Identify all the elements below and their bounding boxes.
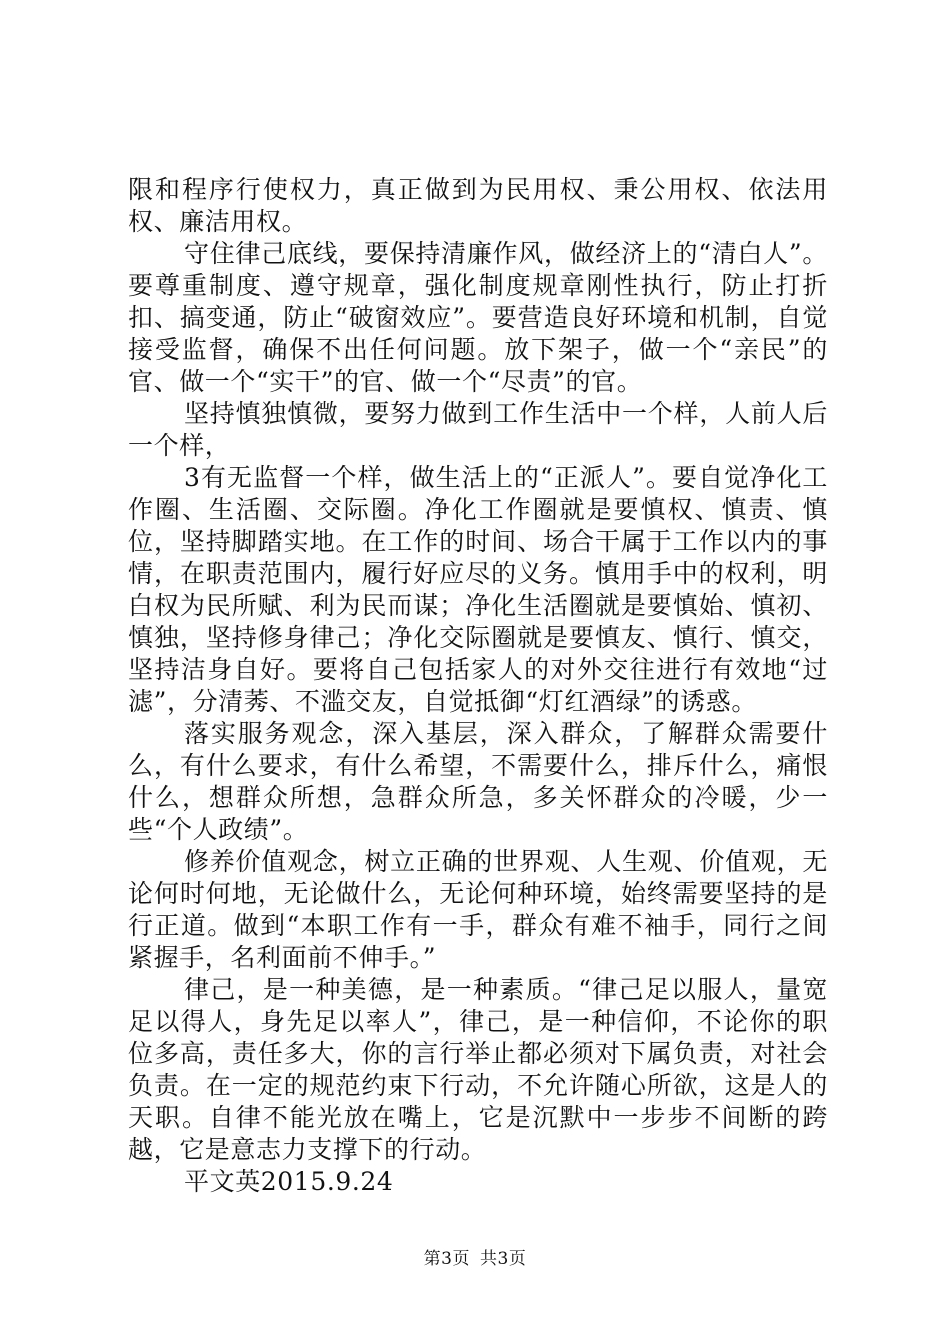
paragraph-2: 守住律己底线，要保持清廉作风，做经济上的“清白人”。要尊重制度、遵守规章，强化制度规章刚性执行，防止打折扣、搞变通，防止“破窗效应”。要营造良好环境和机制，自觉接受监督，确保不出任何问题。放下架子，做一个“亲民”的官、做一个“实干”的官、做一个“尽责”的官。 [128, 239, 828, 396]
page-number: 第3页 [423, 1249, 470, 1269]
page-footer [0, 1244, 950, 1269]
page-total: 共3页 [480, 1249, 527, 1269]
paragraph-3: 坚持慎独慎微，要努力做到工作生活中一个样，人前人后一个样， [128, 399, 828, 460]
paragraph-5: 落实服务观念，深入基层，深入群众，了解群众需要什么，有什么要求，有什么希望，不需要什么，排斥什么，痛恨什么，想群众所想，急群众所急，多关怀群众的冷暖，少一些“个人政绩”。 [128, 719, 828, 844]
paragraph-1: 限和程序行使权力，真正做到为民用权、秉公用权、依法用权、廉洁用权。 [128, 175, 828, 236]
paragraph-7: 律己，是一种美德，是一种素质。“律己足以服人，量宽足以得人，身先足以率人”，律己，是一种信仰，不论你的职位多高，责任多大，你的言行举止都必须对下属负责，对社会负责。在一定的规范约束下行动，不允许随心所欲，这是人的天职。自律不能光放在嘴上，它是沉默中一步步不间断的跨越，它是意志力支撑下的行动。 [128, 975, 828, 1164]
paragraph-6: 修养价值观念，树立正确的世界观、人生观、价值观，无论何时何地，无论做什么，无论何种环境，始终需要坚持的是行正道。做到“本职工作有一手，群众有难不袖手，同行之间紧握手，名利面前不伸手。” [128, 847, 828, 972]
signature-line: 平文英2015.9.24 [184, 1167, 394, 1196]
document-body [128, 174, 828, 1198]
paragraph-4: 3有无监督一个样，做生活上的“正派人”。要自觉净化工作圈、生活圈、交际圈。净化工作圈就是要慎权、慎责、慎位，坚持脚踏实地。在工作的时间、场合干属于工作以内的事情，在职责范围内，履行好应尽的义务。慎用手中的权利，明白权为民所赋、利为民而谋；净化生活圈就是要慎始、慎初、慎独，坚持修身律己；净化交际圈就是要慎友、慎行、慎交，坚持洁身自好。要将自己包括家人的对外交往进行有效地“过滤”，分清莠、不滥交友，自觉抵御“灯红酒绿”的诱惑。 [128, 463, 828, 716]
